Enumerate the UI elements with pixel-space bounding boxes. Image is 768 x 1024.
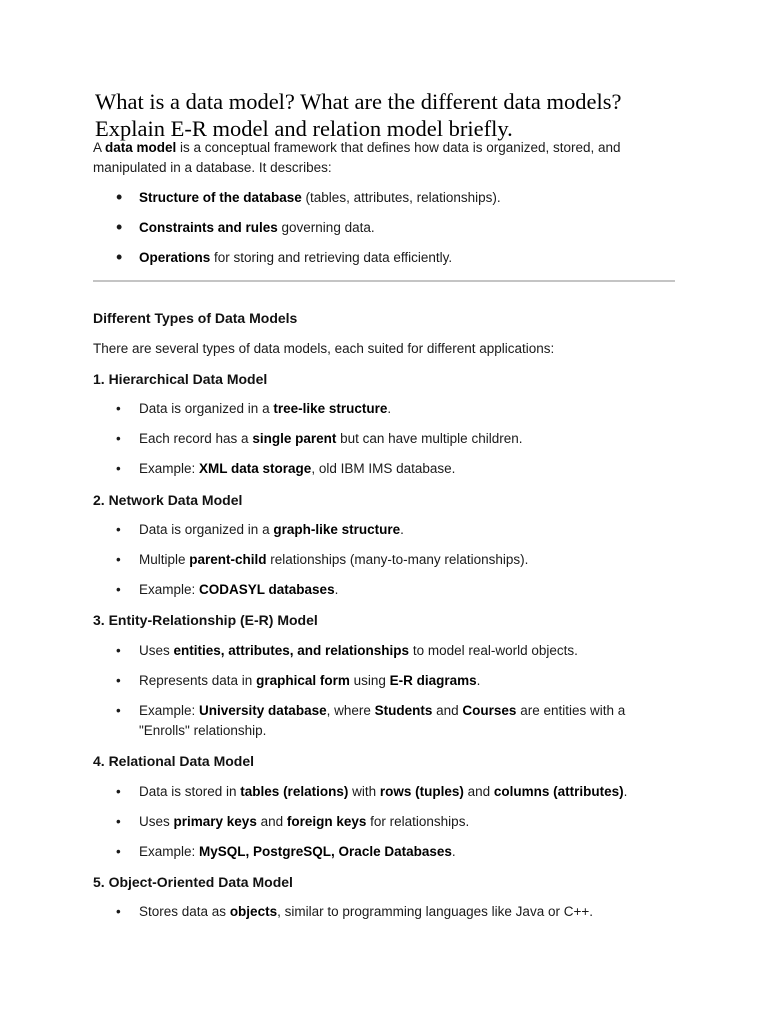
list-item-text: but can have multiple children. (336, 431, 523, 446)
list-item-text: . (623, 784, 628, 799)
section-heading-types: Different Types of Data Models (93, 310, 298, 326)
bullet-icon: • (116, 582, 121, 597)
intro-text: A (93, 140, 106, 155)
list-item-bold: columns (attributes) (493, 784, 624, 799)
list-item-text: Example: (139, 582, 200, 597)
list-item-text: relationships (many-to-many relationships). (266, 552, 529, 567)
list-item-bold: University database (199, 703, 327, 718)
bullet-icon: • (116, 401, 121, 416)
list-item-text: Represents data in (139, 673, 257, 688)
list-item-bold: graphical form (256, 673, 350, 688)
title-line-2: Explain E-R model and relation model briefly. (95, 116, 513, 141)
list-item-text: Multiple (139, 552, 190, 567)
horizontal-divider (93, 280, 675, 282)
list-item-bold: Courses (462, 703, 517, 718)
list-item-text: Uses (139, 814, 174, 829)
list-item-bold: single parent (252, 431, 337, 446)
list-item-text: and (256, 814, 287, 829)
list-item-text: Data is organized in a (139, 522, 274, 537)
heading-object-oriented-model: 5. Object-Oriented Data Model (93, 874, 293, 890)
list-item-text: . (334, 582, 339, 597)
list-item-bold: graph-like structure (273, 522, 401, 537)
heading-relational-model: 4. Relational Data Model (93, 753, 255, 769)
bullet-icon: • (116, 247, 123, 267)
list-item-text: . (400, 522, 404, 537)
list-item-bold: CODASYL databases (199, 582, 335, 597)
intro-text: is a conceptual framework that defines how data is organized, stored, and (176, 140, 621, 155)
list-item-text: "Enrolls" relationship. (139, 723, 267, 738)
list-item-text: Example: (139, 461, 200, 476)
list-item-text: Example: (139, 703, 200, 718)
list-item-text: (tables, attributes, relationships). (301, 190, 501, 205)
list-item-text: Data is organized in a (139, 401, 274, 416)
bullet-icon: • (116, 552, 121, 567)
list-item-text: . (387, 401, 392, 416)
list-item-text: and (463, 784, 494, 799)
list-item-text: , old IBM IMS database. (311, 461, 456, 476)
heading-er-model: 3. Entity-Relationship (E-R) Model (93, 612, 318, 628)
bullet-icon: • (116, 673, 121, 688)
list-item-text: . (476, 673, 481, 688)
list-item-text: , similar to programming languages like Java or C++. (277, 904, 593, 919)
page-title (95, 88, 735, 142)
list-item-bold: Students (374, 703, 433, 718)
list-item-text: , where (326, 703, 375, 718)
list-item-bold: primary keys (173, 814, 257, 829)
list-item-bold: E-R diagrams (389, 673, 477, 688)
intro-term: data model (105, 140, 177, 155)
list-item-bold: tree-like structure (273, 401, 388, 416)
list-item-text: Stores data as (139, 904, 230, 919)
bullet-icon: • (116, 431, 121, 446)
list-item-bold: Structure of the database (139, 190, 302, 205)
bullet-icon: • (116, 461, 121, 476)
list-item-text: governing data. (277, 220, 375, 235)
list-item-bold: rows (tuples) (379, 784, 464, 799)
list-item-text: for relationships. (366, 814, 470, 829)
list-item-text: with (348, 784, 380, 799)
bullet-icon: • (116, 187, 123, 207)
bullet-icon: • (116, 703, 121, 718)
list-item-bold: entities, attributes, and relationships (173, 643, 410, 658)
list-item-bold: foreign keys (286, 814, 367, 829)
heading-hierarchical-model: 1. Hierarchical Data Model (93, 371, 268, 387)
list-item-text: to model real-world objects. (409, 643, 578, 658)
list-item-text: Uses (139, 643, 174, 658)
bullet-icon: • (116, 522, 121, 537)
list-item-bold: MySQL, PostgreSQL, Oracle Databases (199, 844, 452, 859)
list-item-bold: Constraints and rules (139, 220, 278, 235)
bullet-icon: • (116, 643, 121, 658)
list-item-text: are entities with a (516, 703, 626, 718)
list-item-text: and (432, 703, 463, 718)
list-item-bold: Operations (139, 250, 211, 265)
list-item-text: Data is stored in (139, 784, 241, 799)
bullet-icon: • (116, 904, 121, 919)
bullet-icon: • (116, 844, 121, 859)
intro-text: manipulated in a database. It describes: (93, 160, 332, 175)
list-item-text: Each record has a (139, 431, 253, 446)
list-item-text: Example: (139, 844, 200, 859)
types-intro: There are several types of data models, each suited for different applications: (93, 341, 555, 356)
intro-paragraph (93, 138, 663, 178)
list-item-bold: tables (relations) (240, 784, 349, 799)
bullet-icon: • (116, 814, 121, 829)
list-item-bold: objects (229, 904, 278, 919)
list-item-bold: parent-child (189, 552, 267, 567)
heading-network-model: 2. Network Data Model (93, 492, 243, 508)
list-item-text: for storing and retrieving data efficiently. (210, 250, 453, 265)
bullet-icon: • (116, 784, 121, 799)
list-item-text: using (349, 673, 390, 688)
list-item-text: . (451, 844, 456, 859)
bullet-icon: • (116, 217, 123, 237)
title-line-1: What is a data model? What are the different data models? (95, 89, 622, 114)
list-item-bold: XML data storage (199, 461, 312, 476)
